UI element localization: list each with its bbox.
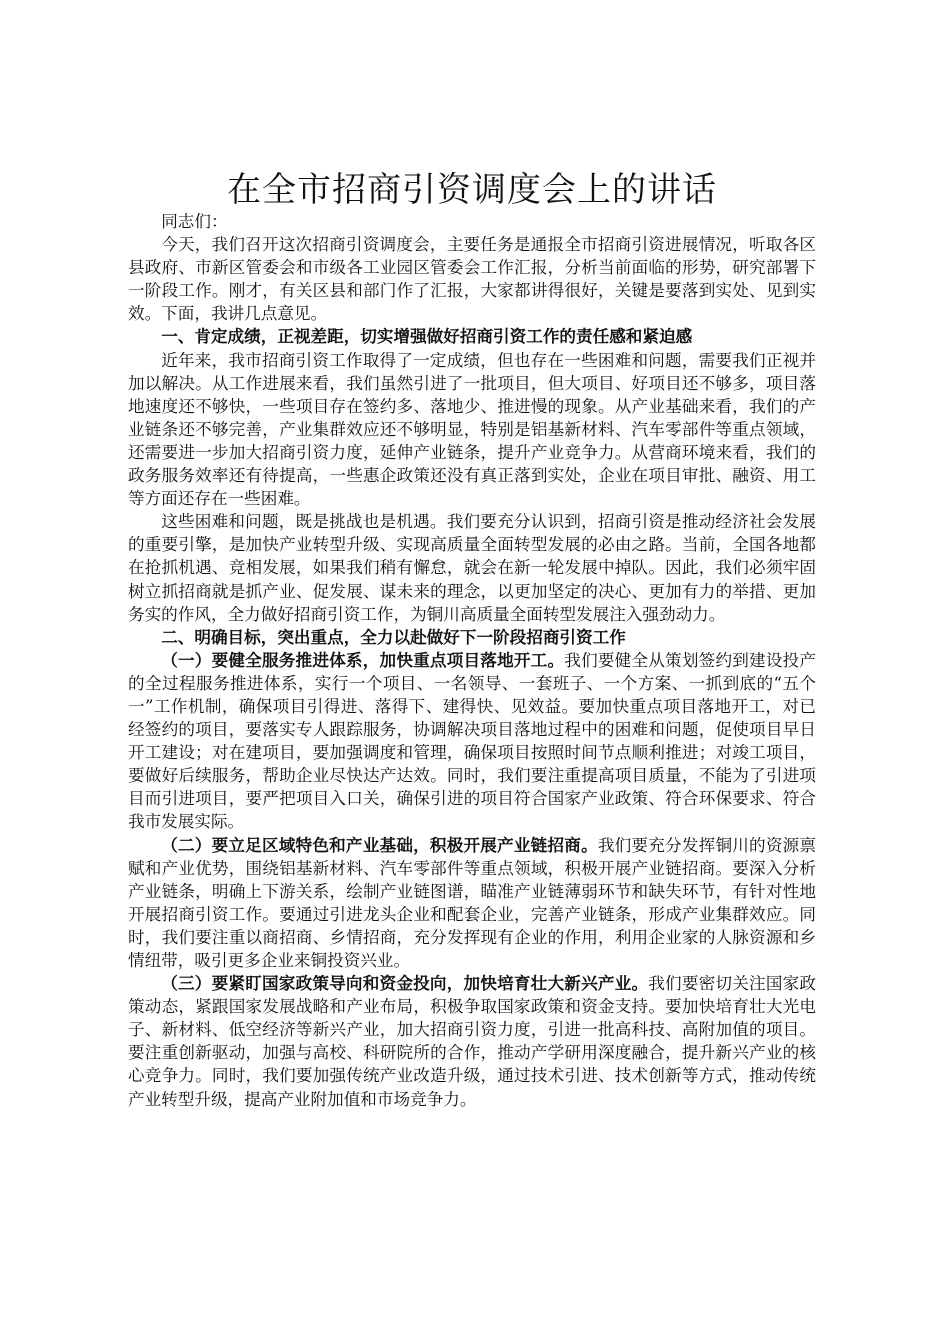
document-page [128,166,816,1111]
section-2-item-3-body: 我们要密切关注国家政策动态，紧跟国家发展战略和产业布局，积极争取国家政策和资金支持。要加快培育壮大光电子、新材料、低空经济等新兴产业，加大招商引资力度，引进一批高科技、高附加值的项目。要注重创新驱动，加强与高校、科研院所的合作，推动产学研用深度融合，提升新兴产业的核心竞争力。同时，我们要加强传统产业改造升级，通过技术引进、技术创新等方式，推动传统产业转型升级，提高产业附加值和市场竞争力。 [128,974,817,1109]
intro-paragraph: 今天，我们召开这次招商引资调度会，主要任务是通报全市招商引资进展情况，听取各区县政府、市新区管委会和市级各工业园区管委会工作汇报，分析当前面临的形势，研究部署下一阶段工作。刚才，有关区县和部门作了汇报，大家都讲得很好，关键是要落到实处、见到实效。下面，我讲几点意见。 [128,235,816,324]
section-2-item-1-lead: （一）要健全服务推进体系，加快重点项目落地开工。 [161,649,565,670]
section-2-item-2-lead: （二）要立足区域特色和产业基础，积极开展产业链招商。 [161,834,598,855]
section-2-heading: 二、明确目标，突出重点，全力以赴做好下一阶段招商引资工作 [161,626,626,647]
greeting: 同志们： [161,212,228,231]
section-2-item-2-body: 我们要充分发挥铜川的资源禀赋和产业优势，围绕铝基新材料、汽车零部件等重点领域，积极开展产业链招商。要深入分析产业链条，明确上下游关系，绘制产业链图谱，瞄准产业链薄弱环节和缺失环节，有针对性地开展招商引资工作。要通过引进龙头企业和配套企业，完善产业链条，形成产业集群效应。同时，我们要注重以商招商、乡情招商，充分发挥现有企业的作用，利用企业家的人脉资源和乡情纽带，吸引更多企业来铜投资兴业。 [128,835,817,970]
document-title: 在全市招商引资调度会上的讲话 [227,170,717,210]
section-1-paragraph-2: 这些困难和问题，既是挑战也是机遇。我们要充分认识到，招商引资是推动经济社会发展的重要引擎，是加快产业转型升级、实现高质量全面转型发展的必由之路。当前，全国各地都在抢抓机遇、竞相发展，如果我们稍有懈怠，就会在新一轮发展中掉队。因此，我们必须牢固树立抓招商就是抓产业、促发展、谋未来的理念，以更加坚定的决心、更加有力的举措、更加务实的作风，全力做好招商引资工作，为铜川高质量全面转型发展注入强劲动力。 [128,512,816,624]
section-2-item-1 [128,649,816,834]
section-2-item-3-lead: （三）要紧盯国家政策导向和资金投向，加快培育壮大新兴产业。 [161,973,649,994]
section-2-item-2 [128,834,816,973]
section-2-item-3 [128,972,816,1111]
section-1-heading: 一、肯定成绩，正视差距，切实增强做好招商引资工作的责任感和紧迫感 [161,326,693,347]
section-1-paragraph-1: 近年来，我市招商引资工作取得了一定成绩，但也存在一些困难和问题，需要我们正视并加以解决。从工作进展来看，我们虽然引进了一批项目，但大项目、好项目还不够多，项目落地速度还不够快，一些项目存在签约多、落地少、推进慢的现象。从产业基础来看，我们的产业链条还不够完善，产业集群效应还不够明显，特别是铝基新材料、汽车零部件等重点领域，还需要进一步加大招商引资力度，延伸产业链条，提升产业竞争力。从营商环境来看，我们的政务服务效率还有待提高，一些惠企政策还没有真正落到实处，企业在项目审批、融资、用工等方面还存在一些困难。 [128,350,816,509]
section-2-item-1-body: 我们要健全从策划签约到建设投产的全过程服务推进体系，实行一个项目、一名领导、一套班子、一个方案、一抓到底的“五个一”工作机制，确保项目引得进、落得下、建得快、见效益。要加快重点项目落地开工，对已经签约的项目，要落实专人跟踪服务，协调解决项目落地过程中的困难和问题，促使项目早日开工建设；对在建项目，要加强调度和管理，确保项目按照时间节点顺利推进；对竣工项目，要做好后续服务，帮助企业尽快达产达效。同时，我们要注重提高项目质量，不能为了引进项目而引进项目，要严把项目入口关，确保引进的项目符合国家产业政策、符合环保要求、符合我市发展实际。 [128,650,817,832]
